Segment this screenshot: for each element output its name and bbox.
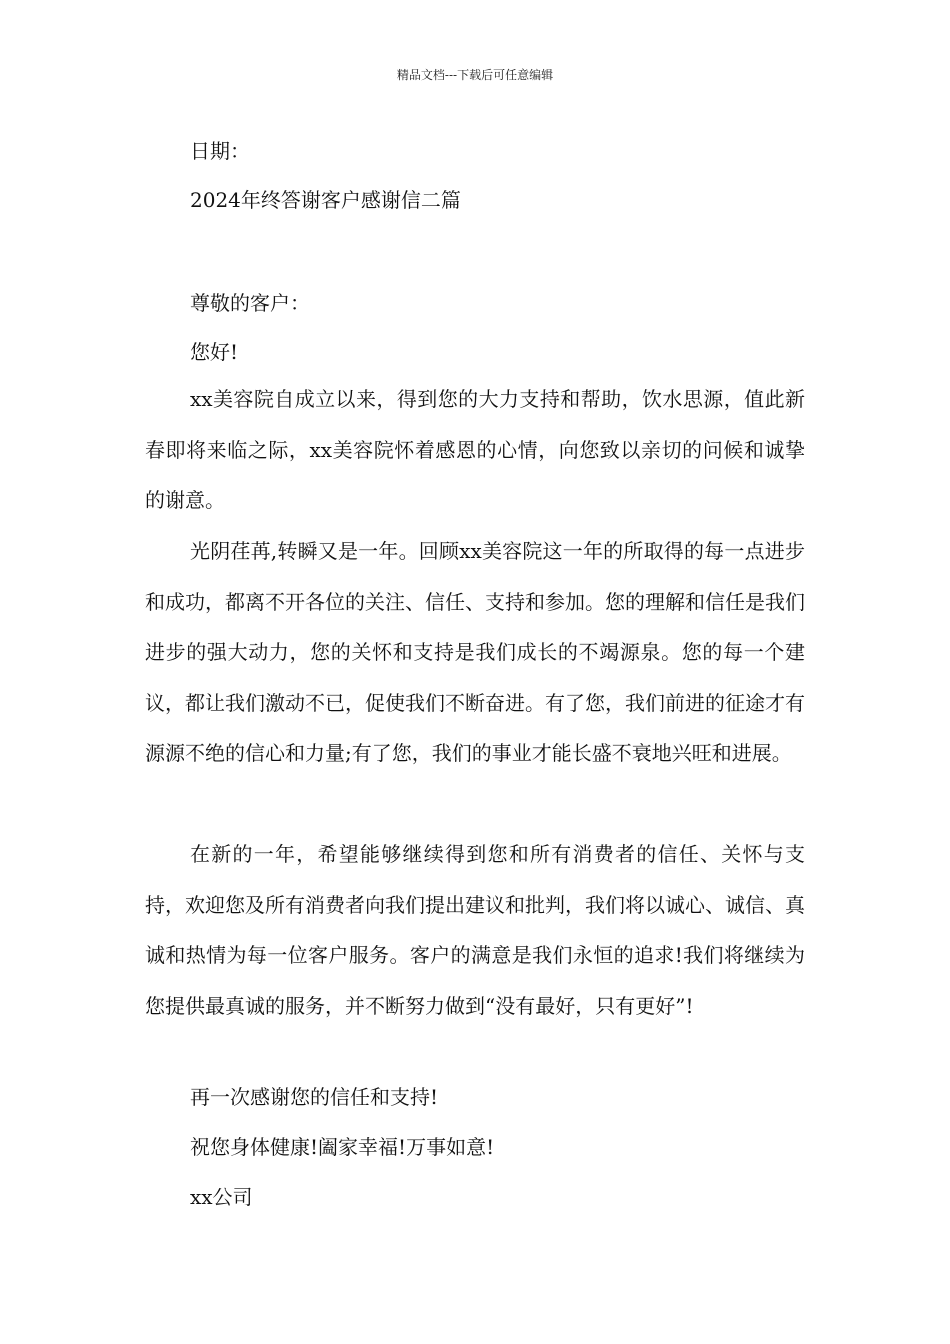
greeting: 您好! bbox=[190, 340, 239, 364]
date-label: 日期： bbox=[190, 139, 250, 163]
paragraph-3: 在新的一年，希望能够继续得到您和所有消费者的信任、关怀与支持，欢迎您及所有消费者向我们提出建议和批判，我们将以诚心、诚信、真诚和热情为每一位客户服务。客户的满意是我们永恒的追求!我们将继续为您提供最真诚的服务，并不断努力做到“没有最好，只有更好”! bbox=[145, 842, 805, 1018]
thanks-line: 再一次感谢您的信任和支持! bbox=[190, 1085, 439, 1109]
paragraph-1: xx美容院自成立以来，得到您的大力支持和帮助，饮水思源，值此新春即将来临之际，xx美容院怀着感恩的心情，向您致以亲切的问候和诚挚的谢意。 bbox=[145, 387, 805, 512]
wishes-line: 祝您身体健康!阖家幸福!万事如意! bbox=[190, 1135, 495, 1159]
signature: xx公司 bbox=[190, 1185, 253, 1209]
salutation: 尊敬的客户： bbox=[190, 291, 310, 315]
letter-title: 2024年终答谢客户感谢信二篇 bbox=[190, 188, 461, 212]
page-header: 精品文档---下载后可任意编辑 bbox=[396, 68, 554, 82]
paragraph-2: 光阴荏苒,转瞬又是一年。回顾xx美容院这一年的所取得的每一点进步和成功，都离不开各位的关注、信任、支持和参加。您的理解和信任是我们进步的强大动力，您的关怀和支持是我们成长的不竭源泉。您的每一个建议，都让我们激动不已，促使我们不断奋进。有了您，我们前进的征途才有源源不绝的信心和力量;有了您，我们的事业才能长盛不衰地兴旺和进展。 bbox=[145, 539, 805, 765]
